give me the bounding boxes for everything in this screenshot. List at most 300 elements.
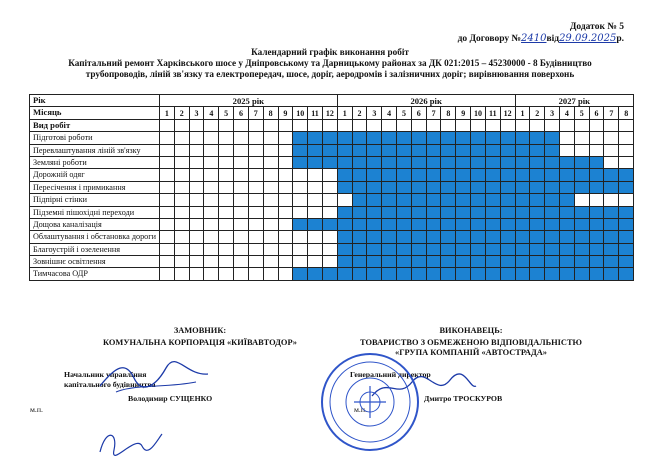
schedule-cell-active xyxy=(500,256,515,268)
schedule-cell-active xyxy=(485,206,500,218)
schedule-cell-active xyxy=(619,268,634,280)
contractor-mp: м.п. xyxy=(354,405,368,414)
schedule-cell xyxy=(204,132,219,144)
schedule-cell-active xyxy=(308,268,323,280)
schedule-cell xyxy=(248,144,263,156)
schedule-cell xyxy=(293,194,308,206)
schedule-cell xyxy=(160,231,175,243)
schedule-cell xyxy=(189,156,204,168)
schedule-cell-active xyxy=(530,268,545,280)
schedule-cell-active xyxy=(441,194,456,206)
schedule-cell-active xyxy=(471,156,486,168)
schedule-cell-active xyxy=(426,181,441,193)
schedule-cell-active xyxy=(456,243,471,255)
schedule-cell-active xyxy=(337,144,352,156)
schedule-cell xyxy=(248,119,263,131)
schedule-cell-active xyxy=(367,194,382,206)
schedule-cell xyxy=(174,231,189,243)
schedule-cell xyxy=(308,256,323,268)
work-item-label: Благоустрій і озеленення xyxy=(30,243,160,255)
schedule-cell-active xyxy=(545,194,560,206)
schedule-cell-active xyxy=(604,256,619,268)
schedule-cell-active xyxy=(367,169,382,181)
schedule-cell xyxy=(322,194,337,206)
schedule-cell xyxy=(160,144,175,156)
schedule-cell-active xyxy=(604,231,619,243)
date-suffix: р. xyxy=(616,34,624,44)
schedule-cell xyxy=(263,169,278,181)
schedule-cell xyxy=(352,119,367,131)
schedule-cell-active xyxy=(397,256,412,268)
schedule-cell xyxy=(604,144,619,156)
schedule-cell-active xyxy=(322,156,337,168)
schedule-cell-active xyxy=(426,156,441,168)
schedule-cell-active xyxy=(471,218,486,230)
schedule-cell xyxy=(160,206,175,218)
schedule-cell-active xyxy=(397,268,412,280)
customer-org: КОМУНАЛЬНА КОРПОРАЦІЯ «КИЇВАВТОДОР» xyxy=(103,338,297,347)
schedule-cell xyxy=(589,144,604,156)
schedule-cell xyxy=(248,268,263,280)
schedule-cell xyxy=(574,132,589,144)
schedule-cell xyxy=(278,156,293,168)
schedule-cell-active xyxy=(456,144,471,156)
schedule-cell xyxy=(174,169,189,181)
schedule-cell-active xyxy=(337,156,352,168)
schedule-cell xyxy=(174,256,189,268)
schedule-cell-active xyxy=(485,256,500,268)
schedule-cell-active xyxy=(367,218,382,230)
schedule-cell-active xyxy=(397,243,412,255)
title-line-3: трубопроводів, ліній зв'язку та електропередач, шосе, доріг, аеродромів і залізничних доріг; вирівнювання поверхонь xyxy=(85,69,575,80)
schedule-cell xyxy=(293,256,308,268)
contractor-org-2: «ГРУПА КОМПАНІЙ «АВТОСТРАДА» xyxy=(395,348,547,357)
schedule-cell xyxy=(322,119,337,131)
schedule-cell-active xyxy=(337,206,352,218)
month-label: Місяць xyxy=(30,107,160,119)
schedule-cell-active xyxy=(441,243,456,255)
schedule-cell xyxy=(248,132,263,144)
work-item-label: Дорожній одяг xyxy=(30,169,160,181)
schedule-cell xyxy=(397,119,412,131)
schedule-cell-active xyxy=(560,156,575,168)
contract-reference xyxy=(458,33,624,45)
schedule-cell-active xyxy=(604,206,619,218)
schedule-cell-active xyxy=(411,206,426,218)
schedule-cell xyxy=(160,119,175,131)
schedule-cell xyxy=(263,243,278,255)
year-header: 2027 рік xyxy=(515,95,634,107)
schedule-row xyxy=(30,218,634,230)
schedule-cell-active xyxy=(485,144,500,156)
month-cell: 5 xyxy=(397,107,412,119)
schedule-cell xyxy=(278,243,293,255)
schedule-cell xyxy=(219,243,234,255)
month-cell: 7 xyxy=(604,107,619,119)
schedule-cell-active xyxy=(367,156,382,168)
schedule-cell-active xyxy=(308,218,323,230)
schedule-cell xyxy=(322,181,337,193)
schedule-cell-active xyxy=(619,181,634,193)
schedule-cell-active xyxy=(545,144,560,156)
schedule-cell-active xyxy=(619,231,634,243)
schedule-cell-active xyxy=(545,268,560,280)
work-item-label: Пересічення і примикання xyxy=(30,181,160,193)
schedule-cell-active xyxy=(515,181,530,193)
schedule-cell xyxy=(219,218,234,230)
schedule-cell xyxy=(219,156,234,168)
schedule-cell xyxy=(248,256,263,268)
schedule-cell xyxy=(441,119,456,131)
schedule-cell-active xyxy=(530,231,545,243)
schedule-cell-active xyxy=(530,181,545,193)
schedule-cell-active xyxy=(293,156,308,168)
schedule-cell-active xyxy=(352,144,367,156)
month-cell: 12 xyxy=(500,107,515,119)
schedule-cell-active xyxy=(515,256,530,268)
schedule-cell-active xyxy=(589,156,604,168)
schedule-cell xyxy=(234,156,249,168)
month-cell: 10 xyxy=(471,107,486,119)
schedule-cell xyxy=(308,169,323,181)
schedule-cell xyxy=(189,231,204,243)
schedule-cell-active xyxy=(545,231,560,243)
schedule-cell xyxy=(174,206,189,218)
schedule-cell xyxy=(545,119,560,131)
month-cell: 4 xyxy=(560,107,575,119)
schedule-cell-active xyxy=(560,181,575,193)
schedule-cell xyxy=(278,144,293,156)
schedule-cell xyxy=(234,243,249,255)
work-item-label: Земляні роботи xyxy=(30,156,160,168)
schedule-cell xyxy=(189,243,204,255)
schedule-cell xyxy=(278,256,293,268)
schedule-cell-active xyxy=(411,218,426,230)
schedule-cell-active xyxy=(337,243,352,255)
schedule-cell-active xyxy=(530,243,545,255)
schedule-cell xyxy=(382,119,397,131)
schedule-cell xyxy=(263,256,278,268)
schedule-cell-active xyxy=(500,268,515,280)
schedule-cell-active xyxy=(530,218,545,230)
schedule-cell xyxy=(204,206,219,218)
schedule-cell-active xyxy=(545,169,560,181)
contract-number: 2410 xyxy=(521,33,547,44)
schedule-cell xyxy=(589,132,604,144)
schedule-cell-active xyxy=(367,231,382,243)
schedule-cell xyxy=(189,132,204,144)
schedule-cell xyxy=(234,169,249,181)
schedule-cell-active xyxy=(500,243,515,255)
schedule-cell xyxy=(293,243,308,255)
schedule-cell xyxy=(604,119,619,131)
schedule-cell-active xyxy=(382,181,397,193)
schedule-row xyxy=(30,194,634,206)
schedule-cell xyxy=(234,144,249,156)
schedule-cell-active xyxy=(515,206,530,218)
month-cell: 6 xyxy=(411,107,426,119)
schedule-cell xyxy=(500,119,515,131)
schedule-cell xyxy=(189,206,204,218)
schedule-cell xyxy=(322,243,337,255)
schedule-cell-active xyxy=(485,243,500,255)
schedule-cell-active xyxy=(382,218,397,230)
schedule-cell-active xyxy=(352,218,367,230)
schedule-cell xyxy=(574,144,589,156)
schedule-cell xyxy=(219,194,234,206)
schedule-cell-active xyxy=(485,268,500,280)
month-cell: 8 xyxy=(619,107,634,119)
schedule-cell xyxy=(234,119,249,131)
schedule-cell xyxy=(456,119,471,131)
schedule-cell xyxy=(174,243,189,255)
schedule-cell xyxy=(204,144,219,156)
schedule-cell xyxy=(278,218,293,230)
schedule-cell xyxy=(278,119,293,131)
customer-signature xyxy=(96,356,216,396)
schedule-row xyxy=(30,243,634,255)
schedule-cell xyxy=(278,206,293,218)
schedule-cell xyxy=(174,181,189,193)
schedule-cell-active xyxy=(589,169,604,181)
schedule-cell xyxy=(293,231,308,243)
month-cell: 3 xyxy=(367,107,382,119)
schedule-cell xyxy=(619,156,634,168)
schedule-cell xyxy=(160,256,175,268)
schedule-cell-active xyxy=(337,268,352,280)
schedule-cell-active xyxy=(471,243,486,255)
year-label: Рік xyxy=(30,95,160,107)
schedule-cell xyxy=(219,132,234,144)
month-cell: 2 xyxy=(530,107,545,119)
schedule-cell xyxy=(204,256,219,268)
work-item-label: Перевлаштування ліній зв'язку xyxy=(30,144,160,156)
schedule-cell-active xyxy=(352,268,367,280)
year-header: 2025 рік xyxy=(160,95,338,107)
schedule-cell-active xyxy=(382,156,397,168)
schedule-cell-active xyxy=(456,256,471,268)
schedule-cell xyxy=(322,206,337,218)
schedule-cell-active xyxy=(441,206,456,218)
schedule-row xyxy=(30,206,634,218)
schedule-cell xyxy=(515,119,530,131)
schedule-cell xyxy=(263,218,278,230)
schedule-cell-active xyxy=(352,231,367,243)
schedule-cell-active xyxy=(604,268,619,280)
schedule-cell xyxy=(234,132,249,144)
schedule-cell xyxy=(263,268,278,280)
schedule-cell xyxy=(278,132,293,144)
schedule-cell-active xyxy=(367,268,382,280)
month-cell: 1 xyxy=(160,107,175,119)
customer-heading: ЗАМОВНИК: xyxy=(173,326,227,335)
schedule-cell-active xyxy=(397,144,412,156)
month-cell: 1 xyxy=(515,107,530,119)
schedule-cell xyxy=(234,218,249,230)
schedule-cell-active xyxy=(471,231,486,243)
schedule-cell-active xyxy=(426,218,441,230)
schedule-cell-active xyxy=(426,206,441,218)
schedule-cell-active xyxy=(471,169,486,181)
schedule-cell-active xyxy=(352,243,367,255)
schedule-cell-active xyxy=(604,181,619,193)
schedule-cell xyxy=(174,194,189,206)
schedule-cell xyxy=(530,119,545,131)
schedule-cell xyxy=(204,268,219,280)
month-cell: 10 xyxy=(293,107,308,119)
schedule-cell-active xyxy=(441,231,456,243)
schedule-cell xyxy=(248,169,263,181)
date-prefix: від xyxy=(546,34,560,44)
schedule-cell xyxy=(308,231,323,243)
customer-role-2: капітального будівництва xyxy=(64,380,156,389)
month-cell: 6 xyxy=(589,107,604,119)
schedule-cell xyxy=(263,144,278,156)
year-header-row xyxy=(30,95,634,107)
schedule-cell-active xyxy=(604,169,619,181)
schedule-cell xyxy=(219,256,234,268)
schedule-cell-active xyxy=(500,194,515,206)
schedule-cell-active xyxy=(604,243,619,255)
schedule-cell xyxy=(189,181,204,193)
schedule-cell-active xyxy=(485,132,500,144)
schedule-cell xyxy=(293,119,308,131)
month-cell: 8 xyxy=(441,107,456,119)
schedule-cell-active xyxy=(426,144,441,156)
schedule-cell xyxy=(174,268,189,280)
schedule-cell xyxy=(248,206,263,218)
schedule-cell-active xyxy=(560,231,575,243)
schedule-cell-active xyxy=(382,243,397,255)
schedule-cell xyxy=(263,156,278,168)
schedule-cell-active xyxy=(619,243,634,255)
schedule-cell-active xyxy=(397,169,412,181)
schedule-cell-active xyxy=(456,206,471,218)
schedule-cell-active xyxy=(545,256,560,268)
schedule-cell-active xyxy=(322,144,337,156)
schedule-row xyxy=(30,156,634,168)
schedule-cell-active xyxy=(574,218,589,230)
schedule-cell-active xyxy=(411,156,426,168)
schedule-cell xyxy=(604,156,619,168)
schedule-cell xyxy=(219,119,234,131)
schedule-cell-active xyxy=(337,132,352,144)
schedule-cell-active xyxy=(456,268,471,280)
month-cell: 3 xyxy=(545,107,560,119)
schedule-cell xyxy=(160,268,175,280)
schedule-cell xyxy=(263,119,278,131)
month-cell: 12 xyxy=(322,107,337,119)
month-cell: 5 xyxy=(574,107,589,119)
schedule-cell-active xyxy=(530,256,545,268)
schedule-cell-active xyxy=(485,194,500,206)
schedule-cell xyxy=(293,206,308,218)
schedule-cell-active xyxy=(560,194,575,206)
schedule-cell-active xyxy=(426,169,441,181)
schedule-cell-active xyxy=(589,218,604,230)
schedule-cell xyxy=(411,119,426,131)
schedule-cell-active xyxy=(500,181,515,193)
month-cell: 11 xyxy=(308,107,323,119)
schedule-cell-active xyxy=(397,156,412,168)
schedule-cell xyxy=(574,194,589,206)
schedule-cell-active xyxy=(367,256,382,268)
schedule-cell-active xyxy=(426,231,441,243)
schedule-cell-active xyxy=(352,181,367,193)
month-cell: 7 xyxy=(248,107,263,119)
schedule-cell xyxy=(308,243,323,255)
schedule-cell xyxy=(219,268,234,280)
schedule-cell-active xyxy=(441,268,456,280)
contractor-name: Дмитро ТРОСКУРОВ xyxy=(424,394,503,403)
schedule-cell-active xyxy=(545,156,560,168)
schedule-cell-active xyxy=(456,194,471,206)
schedule-cell-active xyxy=(367,206,382,218)
schedule-cell-active xyxy=(574,231,589,243)
month-cell: 9 xyxy=(278,107,293,119)
schedule-cell xyxy=(263,132,278,144)
schedule-cell xyxy=(160,243,175,255)
schedule-cell-active xyxy=(574,156,589,168)
company-stamp xyxy=(318,350,422,454)
schedule-cell xyxy=(160,132,175,144)
schedule-cell-active xyxy=(382,256,397,268)
contract-date: 29.09.2025 xyxy=(559,33,617,44)
schedule-cell-active xyxy=(352,169,367,181)
schedule-cell xyxy=(204,194,219,206)
schedule-cell-active xyxy=(456,169,471,181)
schedule-cell-active xyxy=(441,181,456,193)
schedule-cell-active xyxy=(500,231,515,243)
schedule-cell xyxy=(204,231,219,243)
schedule-cell-active xyxy=(411,132,426,144)
schedule-cell xyxy=(204,156,219,168)
schedule-table xyxy=(29,94,634,281)
schedule-cell xyxy=(604,194,619,206)
contractor-org-1: ТОВАРИСТВО З ОБМЕЖЕНОЮ ВІДПОВІДАЛЬНІСТЮ xyxy=(360,338,582,347)
schedule-cell xyxy=(248,181,263,193)
schedule-cell-active xyxy=(560,243,575,255)
schedule-cell xyxy=(263,231,278,243)
schedule-cell-active xyxy=(426,268,441,280)
schedule-cell-active xyxy=(530,144,545,156)
schedule-cell xyxy=(160,156,175,168)
schedule-cell-active xyxy=(456,156,471,168)
schedule-cell xyxy=(189,268,204,280)
schedule-cell-active xyxy=(337,231,352,243)
schedule-cell xyxy=(308,206,323,218)
schedule-cell-active xyxy=(574,256,589,268)
schedule-cell xyxy=(234,256,249,268)
title-line-2: Капітальний ремонт Харківського шосе у Дніпровському та Дарницькому районах за ДК 021:2015 – 45230000 - 8 Будівництво xyxy=(68,58,592,69)
schedule-cell-active xyxy=(411,169,426,181)
schedule-cell-active xyxy=(589,268,604,280)
schedule-cell xyxy=(189,218,204,230)
schedule-cell-active xyxy=(411,194,426,206)
schedule-cell-active xyxy=(337,256,352,268)
schedule-row xyxy=(30,132,634,144)
schedule-cell-active xyxy=(574,206,589,218)
schedule-cell-active xyxy=(397,132,412,144)
schedule-cell-active xyxy=(441,256,456,268)
schedule-cell xyxy=(604,132,619,144)
schedule-cell-active xyxy=(352,206,367,218)
schedule-row xyxy=(30,181,634,193)
schedule-cell xyxy=(219,206,234,218)
schedule-cell-active xyxy=(589,256,604,268)
schedule-cell-active xyxy=(560,218,575,230)
schedule-cell-active xyxy=(530,194,545,206)
